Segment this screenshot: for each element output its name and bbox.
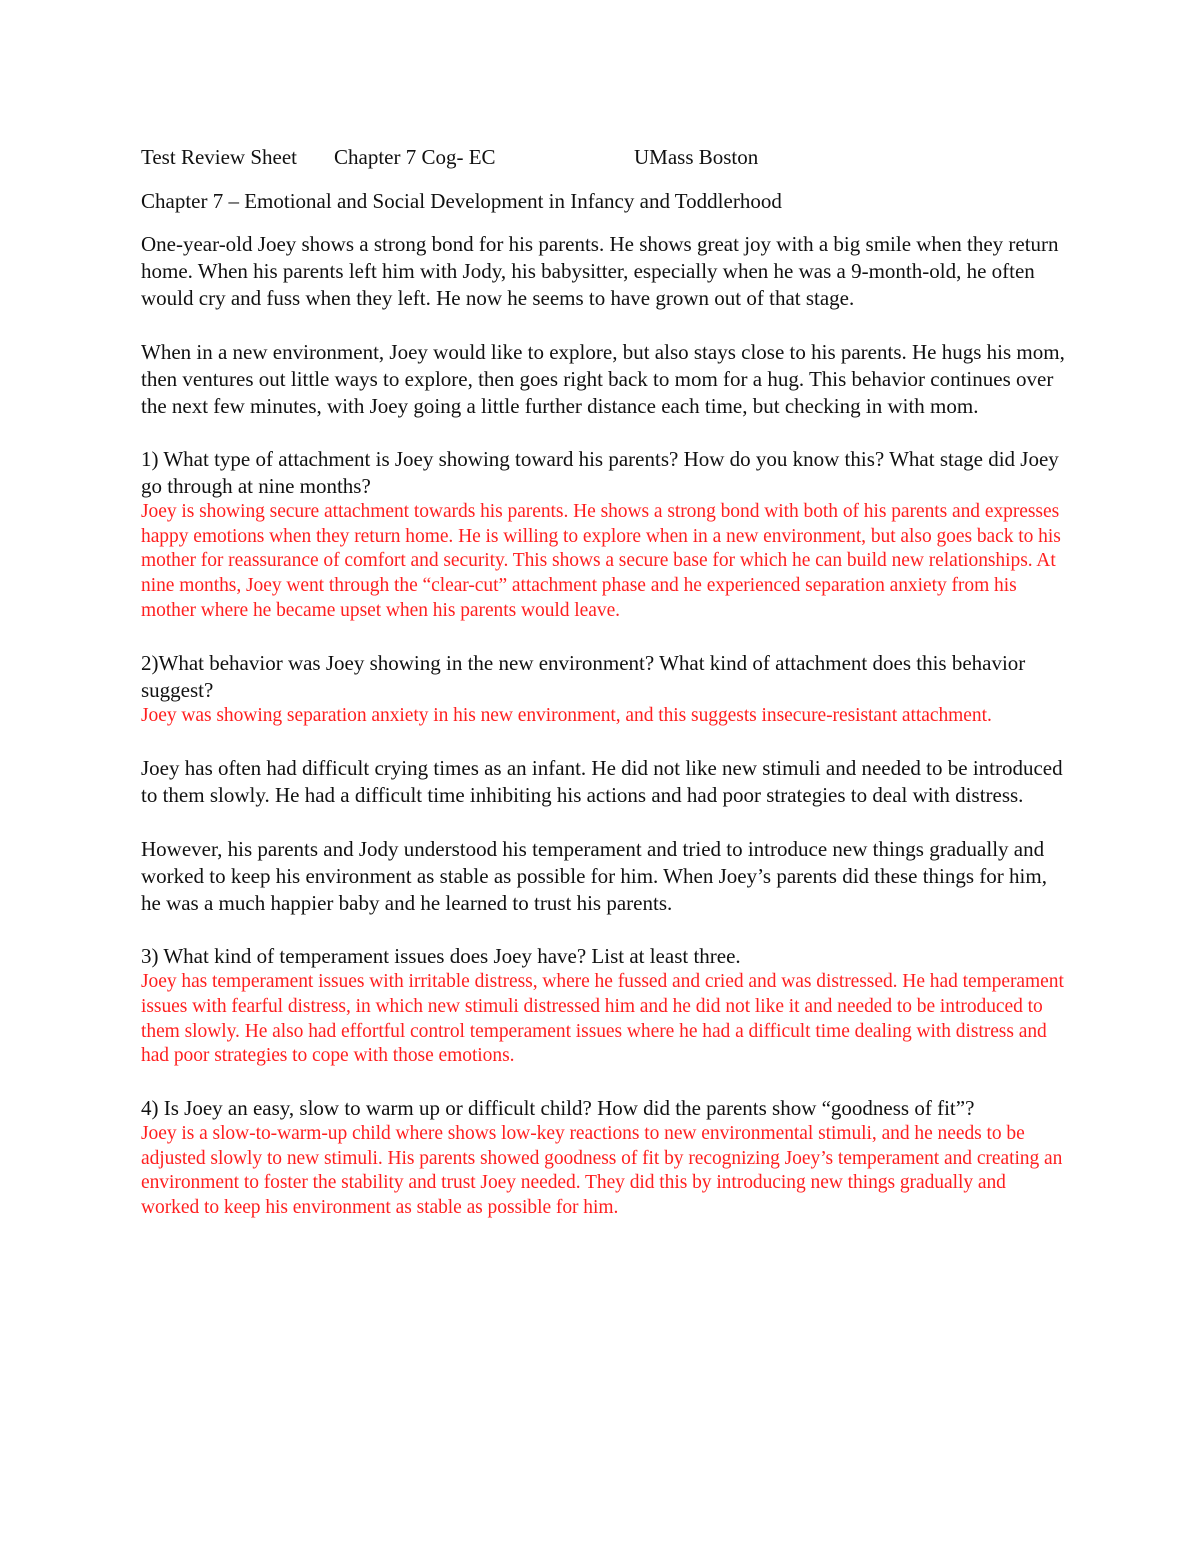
answer-text: Joey is a slow-to-warm-up child where shows low-key reactions to new environmental stimuli, and he needs to be adjusted slowly to new stimuli. His parents showed goodness of fit by recognizing Joey’s temperament and creating an environment to foster the stability and trust Joey needed. They did this by introducing new things gradually and worked to keep his environment as stable as possible for him. [141, 1123, 1063, 1219]
document-body [141, 143, 1066, 1221]
scenario-paragraph: One-year-old Joey shows a strong bond for his parents. He shows great joy with a big smile when they return home. When his parents left him with Jody, his babysitter, especially when he was a 9-month-old, he often would cry and fuss when they left. He now he seems to have grown out of that stage. [141, 232, 1059, 310]
question-text: 1) What type of attachment is Joey showing toward his parents? How do you know this? What stage did Joey go through at nine months? [141, 447, 1059, 498]
document-header [141, 143, 1066, 171]
header-chapter: Chapter 7 Cog- EC [334, 145, 496, 169]
answer-text: Joey is showing secure attachment towards his parents. He shows a strong bond with both of his parents and expresses happy emotions when they return home. He is willing to explore when in a new environment, but also goes back to his mother for reassurance of comfort and security. This shows a secure base for which he can build new relationships. At nine months, Joey went through the “clear-cut” attachment phase and he experienced separation anxiety from his mother where he became upset when his parents would leave. [141, 501, 1061, 621]
scenario-paragraph: When in a new environment, Joey would like to explore, but also stays close to his parents. He hugs his mom, then ventures out little ways to explore, then goes right back to mom for a hug. This behavior continues over the next few minutes, with Joey going a little further distance each time, but checking in with mom. [141, 340, 1065, 418]
scenario-paragraph: Joey has often had difficult crying times as an infant. He did not like new stimuli and needed to be introduced to them slowly. He had a difficult time inhibiting his actions and had poor strategies to deal with distress. [141, 756, 1063, 808]
answer-text: Joey has temperament issues with irritable distress, where he fussed and cried and was distressed. He had temperament issues with fearful distress, in which new stimuli distressed him and he did not like it and needed to be introduced to them slowly. He also had effortful control temperament issues where he had a difficult time dealing with distress and had poor strategies to cope with those emotions. [141, 971, 1064, 1067]
question-block [141, 1095, 1066, 1221]
question-text: 3) What kind of temperament issues does Joey have? List at least three. [141, 944, 741, 969]
answer-text: Joey was showing separation anxiety in his new environment, and this suggests insecure-resistant attachment. [141, 704, 992, 726]
scenario-paragraph: However, his parents and Jody understood his temperament and tried to introduce new things gradually and worked to keep his environment as stable as possible for him. When Joey’s parents did these things for him, he was a much happier baby and he learned to trust his parents. [141, 837, 1047, 916]
question-block [141, 650, 1066, 729]
header-course: Test Review Sheet [141, 145, 297, 169]
question-block [141, 446, 1066, 624]
question-text: 4) Is Joey an easy, slow to warm up or difficult child? How did the parents show “goodness of fit”? [141, 1096, 975, 1121]
question-block [141, 943, 1066, 1069]
header-school: UMass Boston [634, 145, 759, 169]
question-text: 2)What behavior was Joey showing in the new environment? What kind of attachment does this behavior suggest? [141, 650, 1026, 702]
chapter-title: Chapter 7 – Emotional and Social Development in Infancy and Toddlerhood [141, 189, 782, 213]
